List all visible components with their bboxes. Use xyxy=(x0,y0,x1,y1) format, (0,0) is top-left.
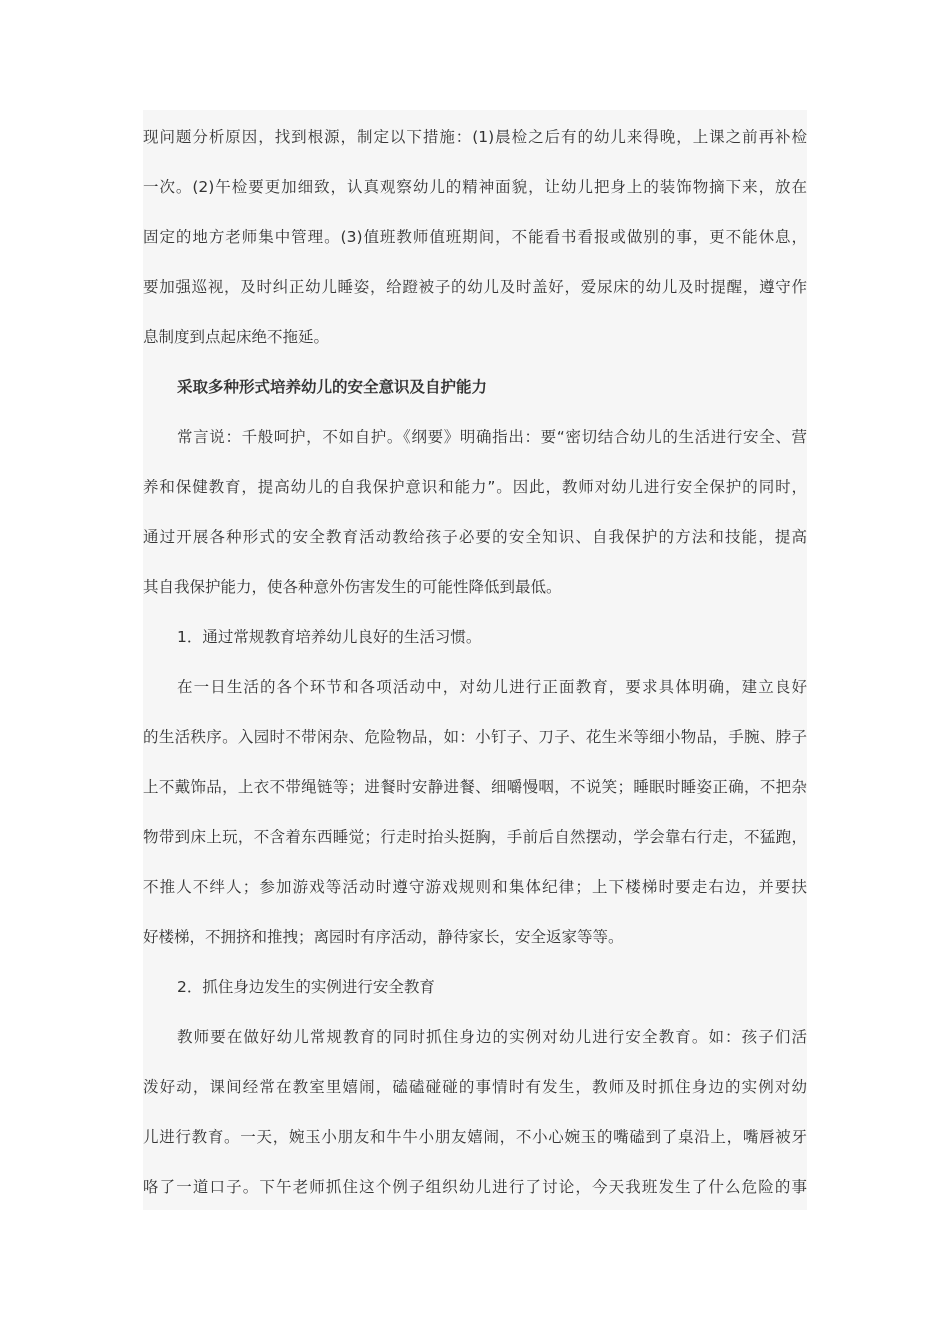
section-heading: 采取多种形式培养幼儿的安全意识及自护能力 xyxy=(177,378,488,396)
text-line: 在一日生活的各个环节和各项活动中，对幼儿进行正面教育，要求具体明确，建立良好 xyxy=(177,678,807,696)
text-line: 物带到床上玩，不含着东西睡觉；行走时抬头挺胸，手前后自然摆动，学会靠右行走，不猛跑， xyxy=(143,828,807,846)
text-line: 通过开展各种形式的安全教育活动教给孩子必要的安全知识、自我保护的方法和技能，提高 xyxy=(143,528,807,546)
text-line: 教师要在做好幼儿常规教育的同时抓住身边的实例对幼儿进行安全教育。如：孩子们活 xyxy=(177,1028,807,1046)
text-line: 其自我保护能力，使各种意外伤害发生的可能性降低到最低。 xyxy=(143,578,562,596)
text-line: 现问题分析原因，找到根源，制定以下措施：(1)晨检之后有的幼儿来得晚，上课之前再补检 xyxy=(143,128,807,146)
text-line: 儿进行教育。一天，婉玉小朋友和牛牛小朋友嬉闹，不小心婉玉的嘴磕到了桌沿上，嘴唇被牙 xyxy=(143,1128,807,1146)
text-line: 不推人不绊人；参加游戏等活动时遵守游戏规则和集体纪律；上下楼梯时要走右边，并要扶 xyxy=(143,878,807,896)
text-line: 咯了一道口子。下午老师抓住这个例子组织幼儿进行了讨论，今天我班发生了什么危险的事 xyxy=(143,1178,807,1196)
numbered-subheading: 2．抓住身边发生的实例进行安全教育 xyxy=(177,978,435,996)
text-line: 要加强巡视，及时纠正幼儿睡姿，给蹬被子的幼儿及时盖好，爱尿床的幼儿及时提醒，遵守作 xyxy=(143,278,807,296)
text-line: 好楼梯，不拥挤和推拽；离园时有序活动，静待家长，安全返家等等。 xyxy=(143,928,624,946)
text-line: 养和保健教育，提高幼儿的自我保护意识和能力”。因此，教师对幼儿进行安全保护的同时， xyxy=(143,478,807,496)
text-line: 泼好动，课间经常在教室里嬉闹，磕磕碰碰的事情时有发生，教师及时抓住身边的实例对幼 xyxy=(143,1078,807,1096)
text-line: 息制度到点起床绝不拖延。 xyxy=(143,328,330,346)
text-line: 固定的地方老师集中管理。(3)值班教师值班期间，不能看书看报或做别的事，更不能休息， xyxy=(143,228,807,246)
numbered-subheading: 1．通过常规教育培养幼儿良好的生活习惯。 xyxy=(177,628,482,646)
text-line: 一次。(2)午检要更加细致，认真观察幼儿的精神面貌，让幼儿把身上的装饰物摘下来，放在 xyxy=(143,178,807,196)
text-body xyxy=(143,110,807,1210)
text-line: 的生活秩序。入园时不带闲杂、危险物品，如：小钉子、刀子、花生米等细小物品，手腕、脖子 xyxy=(143,728,807,746)
text-line: 上不戴饰品，上衣不带绳链等；进餐时安静进餐、细嚼慢咽，不说笑；睡眠时睡姿正确，不把杂 xyxy=(143,778,807,796)
text-line: 常言说：千般呵护，不如自护。《纲要》明确指出：要“密切结合幼儿的生活进行安全、营 xyxy=(177,428,807,446)
